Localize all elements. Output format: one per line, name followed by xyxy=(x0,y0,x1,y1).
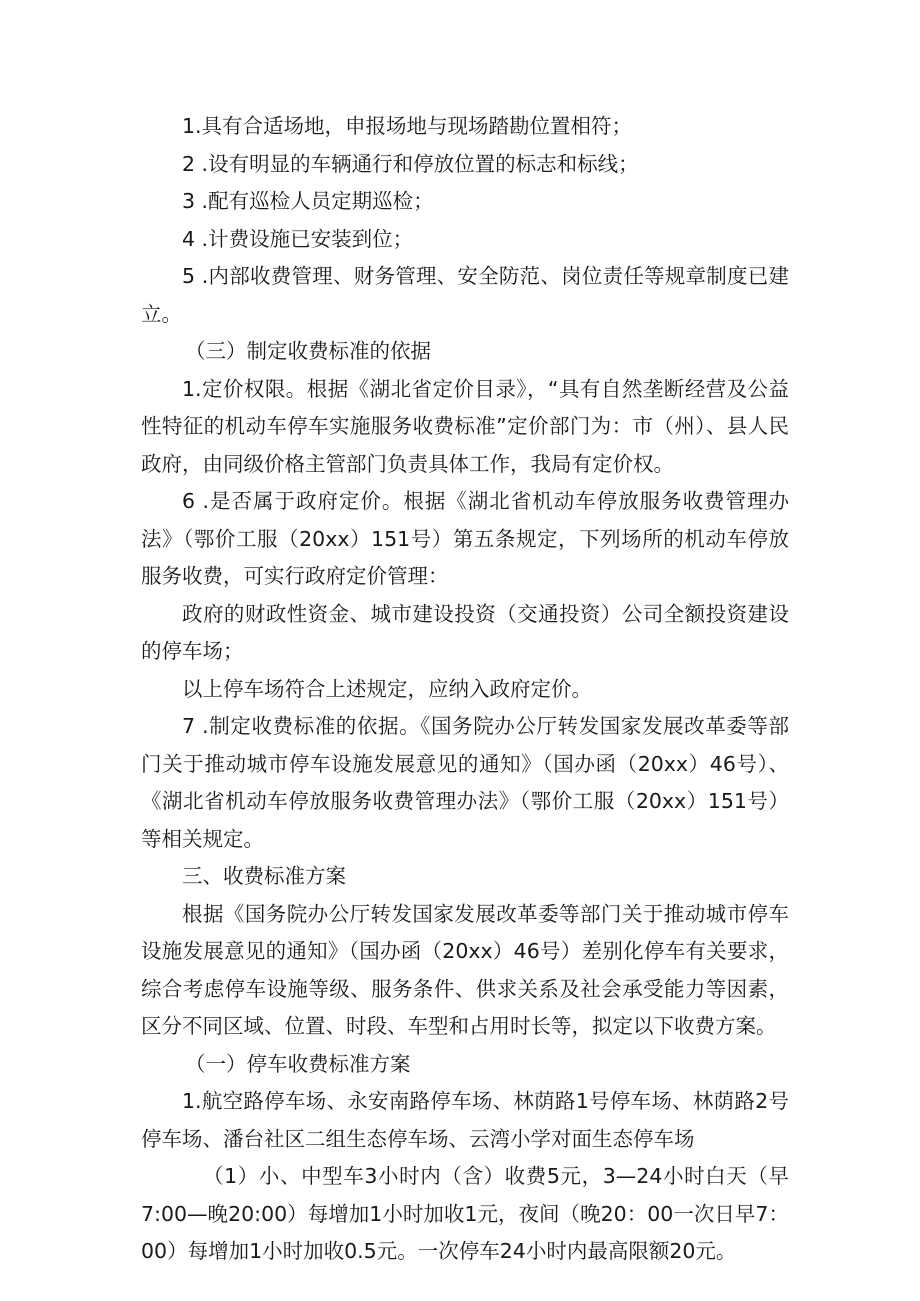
paragraph-fee-plan-intro: 根据《国务院办公厅转发国家发展改革委等部门关于推动城市停车设施发展意见的通知》（国办函（20xx）46号）差别化停车有关要求，综合考虑停车设施等级、服务条件、供求关系及社会承受能力等因素，区分不同区域、位置、时段、车型和占用时长等，拟定以下收费方案。 xyxy=(141,901,789,1038)
list-item-1: 1.具有合适场地，申报场地与现场踏勘位置相符； xyxy=(182,114,633,138)
paragraph-government-pricing: 6 .是否属于政府定价。根据《湖北省机动车停放服务收费管理办法》（鄂价工服（20xx）151号）第五条规定，下列场所的机动车停放服务收费，可实行政府定价管理： xyxy=(141,489,789,588)
list-item-3: 3 .配有巡检人员定期巡检； xyxy=(182,189,434,213)
subsection-heading-parking-fee: （一）停车收费标准方案 xyxy=(185,1051,411,1076)
paragraph-parking-lots: 1.航空路停车场、永安南路停车场、林荫路1号停车场、林荫路2号停车场、潘台社区二组生态停车场、云湾小学对面生态停车场 xyxy=(141,1089,789,1151)
paragraph-small-medium-vehicle-fee: （1）小、中型车3小时内（含）收费5元，3—24小时白天（早7:00—晚20:00）每增加1小时加收1元，夜间（晚20：00一次日早7：00）每增加1小时加收0.5元。一次停车24小时内最高限额20元。 xyxy=(141,1164,789,1263)
paragraph-fiscal-funds: 政府的财政性资金、城市建设投资（交通投资）公司全额投资建设的停车场； xyxy=(141,601,789,663)
section-heading-fee-plan: 三、收费标准方案 xyxy=(182,864,346,888)
document-body xyxy=(141,108,789,1271)
list-item-5: 5 .内部收费管理、财务管理、安全防范、岗位责任等规章制度已建立。 xyxy=(141,264,789,326)
list-item-2: 2 .设有明显的车辆通行和停放位置的标志和标线； xyxy=(182,151,639,176)
paragraph-conclusion: 以上停车场符合上述规定，应纳入政府定价。 xyxy=(182,676,592,701)
section-heading-basis: （三）制定收费标准的依据 xyxy=(185,339,431,363)
paragraph-standard-basis: 7 .制定收费标准的依据。《国务院办公厅转发国家发展改革委等部门关于推动城市停车设施发展意见的通知》（国办函（20xx）46号）、《湖北省机动车停放服务收费管理办法》（鄂价工服（20xx）151号）等相关规定。 xyxy=(141,714,789,851)
paragraph-pricing-authority: 1.定价权限。根据《湖北省定价目录》，“具有自然垄断经营及公益性特征的机动车停车实施服务收费标准”定价部门为：市（州）、县人民政府，由同级价格主管部门负责具体工作，我局有定价权。 xyxy=(141,376,789,476)
list-item-4: 4 .计费设施已安装到位； xyxy=(182,226,414,251)
